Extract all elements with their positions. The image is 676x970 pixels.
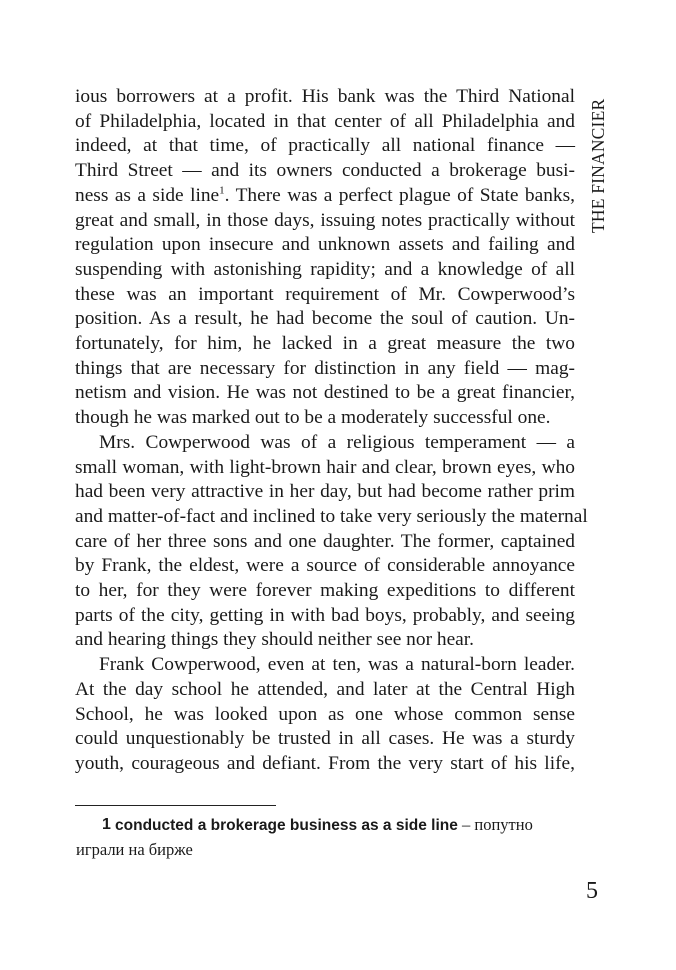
text-line: Mrs. Cowperwood was of a religious temperament — a <box>99 431 575 453</box>
text-line: these was an important requirement of Mr. Cowperwood’s <box>75 283 575 305</box>
text-line: could unquestionably be trusted in all cases. He was a sturdy <box>75 728 575 750</box>
text-line: care of her three sons and one daughter. The former, captained <box>75 530 575 552</box>
text-fragment: ness as a side line <box>75 184 220 206</box>
footnote-translation: попутно <box>474 815 533 834</box>
footnote-term: conducted a brokerage business as a side line <box>115 817 458 834</box>
running-head: THE FINANCIER <box>588 98 608 233</box>
text-line: and matter-of-fact and inclined to take very seriously the maternal <box>75 505 588 527</box>
text-line: position. As a result, he had become the soul of caution. Un- <box>75 308 575 330</box>
text-line: ious borrowers at a profit. His bank was the Third National <box>75 86 575 107</box>
text-fragment: . There was a perfect plague of State banks, <box>224 184 576 206</box>
text-line: had been very attractive in her day, but had become rather prim <box>75 481 575 503</box>
footnote-ref: 1 <box>219 184 225 197</box>
text-line: regulation upon insecure and unknown assets and failing and <box>75 234 575 256</box>
footnote-marker: 1 <box>102 816 111 833</box>
text-line: parts of the city, getting in with bad boys, probably, and seeing <box>75 604 575 626</box>
text-line: by Frank, the eldest, were a source of considerable annoyance <box>75 555 575 577</box>
text-line <box>75 184 575 209</box>
text-line: suspending with astonishing rapidity; and a knowledge of all <box>75 258 575 280</box>
text-line: Frank Cowperwood, even at ten, was a natural-born leader. <box>99 654 575 676</box>
text-line: fortunately, for him, he lacked in a great measure the two <box>75 333 575 355</box>
text-line: things that are necessary for distinction in any field — mag- <box>75 357 575 379</box>
text-line: Third Street — and its owners conducted a brokerage busi- <box>75 160 575 182</box>
text-line: youth, courageous and defiant. From the very start of his life, <box>75 752 575 774</box>
text-line: of Philadelphia, located in that center of all Philadelphia and <box>75 110 575 132</box>
footnote <box>76 813 592 862</box>
body-text <box>75 85 588 777</box>
text-line: small woman, with light-brown hair and clear, brown eyes, who <box>75 456 575 478</box>
text-line: At the day school he attended, and later at the Central High <box>75 678 575 700</box>
text-line: School, he was looked upon as one whose common sense <box>75 703 575 725</box>
text-line: netism and vision. He was not destined to be a great financier, <box>75 382 575 404</box>
text-line: great and small, in those days, issuing notes practically without <box>75 209 575 231</box>
footnote-divider <box>75 805 276 806</box>
footnote-dash: – <box>462 815 471 834</box>
text-line: though he was marked out to be a moderately successful one. <box>75 407 551 429</box>
page-number: 5 <box>586 878 598 904</box>
text-line: indeed, at that time, of practically all national finance — <box>75 135 575 157</box>
footnote-translation-line2: играли на бирже <box>76 840 193 859</box>
text-line: to her, for they were forever making expeditions to different <box>75 580 575 602</box>
text-line: and hearing things they should neither see nor hear. <box>75 629 475 651</box>
